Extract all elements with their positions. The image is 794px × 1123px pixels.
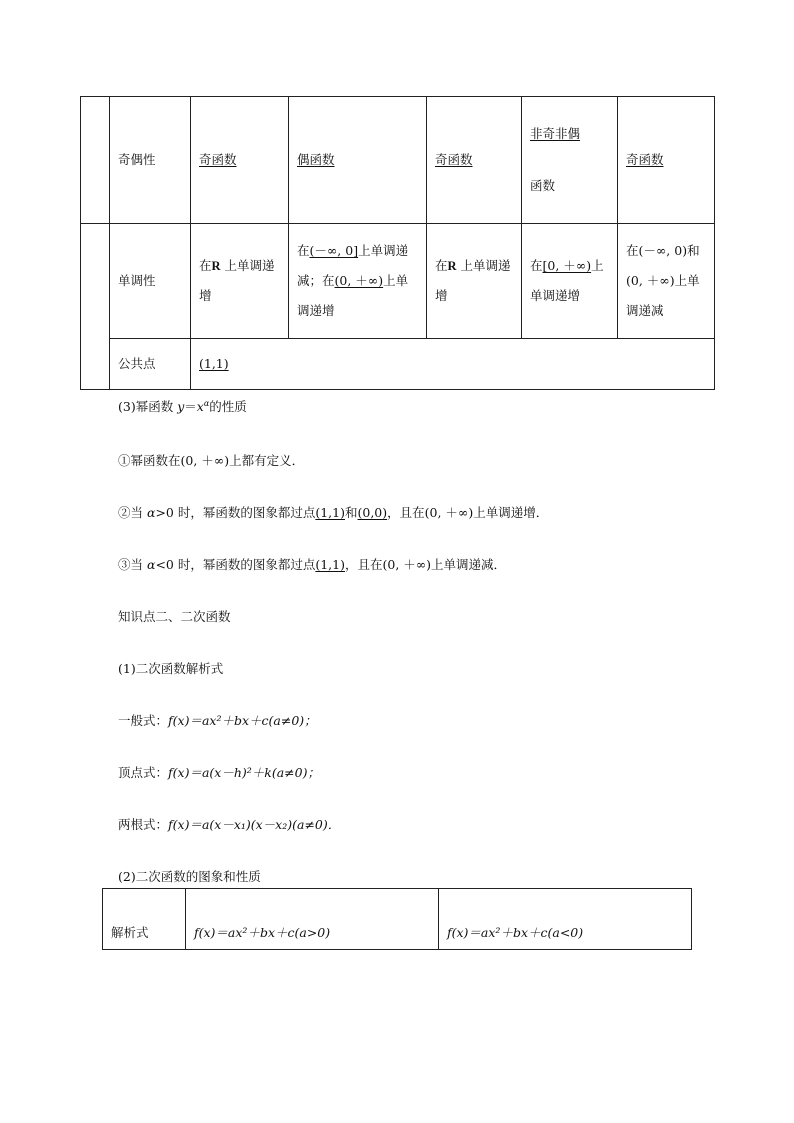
row-label: 单调性: [110, 224, 191, 339]
general-form: 一般式：f(x)＝ax²＋bx＋c(a≠0)；: [118, 713, 317, 728]
roots-form: 两根式：f(x)＝a(x－x₁)(x－x₂)(a≠0)．: [118, 817, 341, 832]
table-cell: 在[0, ＋∞)上单调递增: [522, 224, 618, 339]
table-cell: 在(－∞, 0]上单调递减；在(0, ＋∞)上单调递增: [289, 224, 427, 339]
table-cell: 奇函数: [618, 97, 715, 224]
property-item-1: ①幂函数在(0, ＋∞)上都有定义．: [118, 453, 305, 468]
row-label: 公共点: [110, 339, 191, 390]
table-cell: f(x)＝ax²＋bx＋c(a<0): [439, 889, 692, 950]
table-row: [103, 889, 692, 950]
table-row: [81, 97, 715, 224]
table-cell: 奇函数: [191, 97, 289, 224]
side-cell: [81, 339, 110, 390]
power-function-properties-title: (3)幂函数 $y=x^\alpha$的性质: [118, 398, 247, 414]
section-heading: 知识点二、二次函数: [118, 609, 231, 624]
quadratic-graph-title: (2)二次函数的图象和性质: [118, 869, 261, 884]
power-function-properties-table: [80, 96, 715, 390]
side-cell: [81, 97, 110, 224]
table-cell: 在R 上单调递增: [427, 224, 522, 339]
table-cell: 在(－∞, 0)和(0, ＋∞)上单调递减: [618, 224, 715, 339]
row-label: 解析式: [103, 889, 186, 950]
vertex-form: 顶点式：f(x)＝a(x－h)²＋k(a≠0)；: [118, 765, 320, 780]
property-item-3: ③当 α<0 时，幂函数的图象都过点(1,1)，且在(0, ＋∞)上单调递减．: [118, 557, 507, 572]
table-cell: 偶函数: [289, 97, 427, 224]
table-cell: 非奇非偶 函数: [522, 97, 618, 224]
quadratic-forms-title: (1)二次函数解析式: [118, 661, 224, 676]
table-row: [81, 224, 715, 339]
table-cell: f(x)＝ax²＋bx＋c(a>0): [186, 889, 439, 950]
side-cell: [81, 224, 110, 339]
table-row: [81, 339, 715, 390]
table-cell: 奇函数: [427, 97, 522, 224]
quadratic-properties-table: [102, 888, 692, 950]
row-label: 奇偶性: [110, 97, 191, 224]
table-cell: 在R 上单调递增: [191, 224, 289, 339]
property-item-2: ②当 α>0 时，幂函数的图象都过点(1,1)和(0,0)，且在(0, ＋∞)上单调递增．: [118, 505, 549, 520]
table-cell: (1,1): [191, 339, 715, 390]
